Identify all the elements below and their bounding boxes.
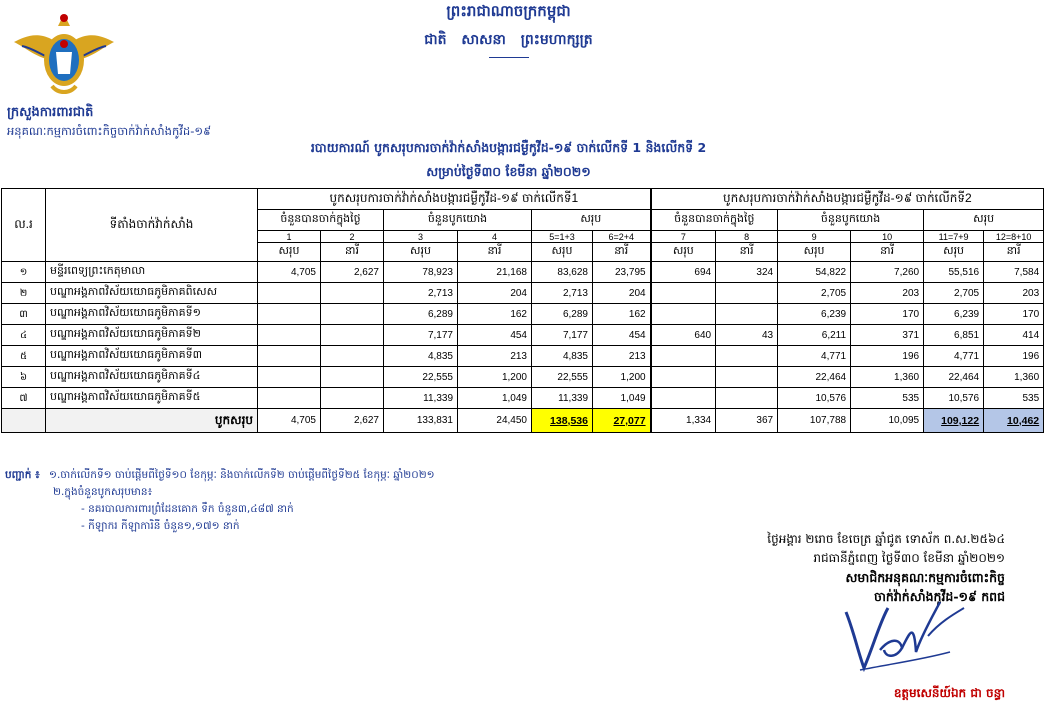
handwritten-signature-icon [840, 592, 970, 674]
row-value: 4,771 [778, 346, 851, 367]
row-value [716, 304, 778, 325]
row-value: 7,177 [384, 325, 458, 346]
row-value: 7,260 [851, 262, 924, 283]
note-line-1: ១.ចាក់លើកទី១ ចាប់ផ្តើមពីថ្ងៃទី១០ ខែកុម្ភៈ និងចាក់លើកទី២ ចាប់ផ្តើមពីថ្ងៃទី២៥ ខែកុម្ភៈ ឆ្នាំ២០២១ [49, 469, 435, 481]
row-value: 22,555 [532, 367, 593, 388]
row-value: 6,289 [532, 304, 593, 325]
row-value: 78,923 [384, 262, 458, 283]
row-value: 6,851 [924, 325, 984, 346]
row-value [321, 367, 384, 388]
row-value: 2,705 [778, 283, 851, 304]
col-number: 1 [258, 231, 321, 243]
row-value: 203 [984, 283, 1044, 304]
sub-daily-1: ចំនួនបានចាក់ក្នុងថ្ងៃ [258, 210, 384, 231]
row-number: ៧ [2, 388, 46, 409]
row-value: 162 [458, 304, 532, 325]
note-line-2: ២.ក្នុងចំនួនបូកសរុបមាន៖ [53, 486, 153, 498]
row-number: ៣ [2, 304, 46, 325]
ornament-divider [489, 57, 529, 58]
col-number: 2 [321, 231, 384, 243]
row-value: 170 [851, 304, 924, 325]
total-cell: 107,788 [778, 409, 851, 433]
grand-total-label: បូកសរុប [46, 409, 258, 433]
col-number: 4 [458, 231, 532, 243]
report-title: របាយការណ៍ បូកសរុបការចាក់វ៉ាក់សាំងបង្ការជម្ងឺកូវីដ-១៩ ចាក់លើកទី 1 និងលើកទី 2 [310, 140, 707, 155]
row-value [321, 325, 384, 346]
row-value [651, 388, 716, 409]
place-date: រាជធានីភ្នំពេញ ថ្ងៃទី៣០ ខែមីនា ឆ្នាំ២០២១ [813, 551, 1005, 565]
report-date: សម្រាប់ថ្ងៃទី៣០ ខែមីនា ឆ្នាំ២០២១ [426, 164, 591, 179]
row-value [651, 346, 716, 367]
row-value: 1,200 [458, 367, 532, 388]
row-number: ៦ [2, 367, 46, 388]
row-value [321, 283, 384, 304]
row-value: 1,360 [984, 367, 1044, 388]
row-value: 1,049 [458, 388, 532, 409]
row-value: 83,628 [532, 262, 593, 283]
row-value [716, 388, 778, 409]
row-value: 324 [716, 262, 778, 283]
row-value: 162 [593, 304, 651, 325]
group2-header: បូកសរុបការចាក់វ៉ាក់សាំងបង្ការជម្ងឺកូវីដ-១៩ ចាក់លើកទី2 [651, 189, 1044, 210]
row-value: 535 [984, 388, 1044, 409]
row-value: 213 [458, 346, 532, 367]
row-value: 203 [851, 283, 924, 304]
row-value: 6,239 [924, 304, 984, 325]
col-female: នារី [321, 243, 384, 262]
row-value: 4,705 [258, 262, 321, 283]
row-value: 2,627 [321, 262, 384, 283]
committee-name: អនុគណៈកម្មការចំពោះកិច្ចចាក់វ៉ាក់សាំងកូវីដ-១៩ [7, 124, 212, 138]
col-number: 8 [716, 231, 778, 243]
row-number: ២ [2, 283, 46, 304]
row-number: ១ [2, 262, 46, 283]
col-total: សរុប [924, 243, 984, 262]
vaccination-table [1, 188, 1044, 433]
row-value [716, 367, 778, 388]
col-female: នារី [458, 243, 532, 262]
national-motto: ជាតិ សាសនា ព្រះមហាក្សត្រ [424, 32, 593, 48]
col-total: សរុប [778, 243, 851, 262]
row-value: 7,584 [984, 262, 1044, 283]
sub-cumulative-2: ចំនួនបូកយោង [778, 210, 924, 231]
row-value: 22,464 [924, 367, 984, 388]
row-site: បណ្ឌាអង្គភាពវិស័យយោធភូមិភាគពិសេស [46, 283, 258, 304]
col-total: សរុប [384, 243, 458, 262]
row-value: 55,516 [924, 262, 984, 283]
row-value [716, 346, 778, 367]
signer-name: ឧត្តមសេនីយ៍ឯក ជា ចន្ធា [893, 686, 1005, 700]
row-value [258, 325, 321, 346]
col-female: នារី [593, 243, 651, 262]
highlight-female-dose1: 27,077 [593, 409, 651, 433]
col-number: 11=7+9 [924, 231, 984, 243]
table-row [2, 304, 1044, 325]
row-value: 7,177 [532, 325, 593, 346]
note-line-3: - នគរបាលការពារព្រំដែនគោក ទឹក ចំនួន៣,៤៨៧ នាក់ [81, 503, 294, 515]
ministry-emblem-icon [12, 8, 116, 100]
total-cell: 1,334 [651, 409, 716, 433]
row-value: 4,835 [384, 346, 458, 367]
row-value: 23,795 [593, 262, 651, 283]
kingdom-title: ព្រះរាជាណាចក្រកម្ពុជា [446, 2, 571, 20]
signer-role-1: សមាជិកអនុគណៈកម្មការចំពោះកិច្ច [845, 570, 1005, 585]
row-site: បណ្ឌាអង្គភាពវិស័យយោធភូមិភាគទី២ [46, 325, 258, 346]
sub-cumulative-1: ចំនួនបូកយោង [384, 210, 532, 231]
col-female: នារី [851, 243, 924, 262]
kingdom-header [0, 2, 1017, 58]
table-row [2, 325, 1044, 346]
row-site: បណ្ឌាអង្គភាពវិស័យយោធភូមិភាគទី៣ [46, 346, 258, 367]
row-value: 371 [851, 325, 924, 346]
row-value: 22,464 [778, 367, 851, 388]
total-cell: 4,705 [258, 409, 321, 433]
row-value: 4,771 [924, 346, 984, 367]
row-value: 54,822 [778, 262, 851, 283]
col-female: នារី [984, 243, 1044, 262]
notes [5, 467, 435, 535]
row-value: 196 [851, 346, 924, 367]
col-total: សរុប [258, 243, 321, 262]
row-number: ៤ [2, 325, 46, 346]
row-value: 10,576 [778, 388, 851, 409]
row-value [321, 346, 384, 367]
total-cell: 10,095 [851, 409, 924, 433]
notes-lead: បញ្ជាក់ ៖ [5, 469, 40, 481]
col-total: សរុប [532, 243, 593, 262]
row-value: 414 [984, 325, 1044, 346]
row-value [321, 388, 384, 409]
row-value: 11,339 [384, 388, 458, 409]
row-value: 1,049 [593, 388, 651, 409]
row-value [258, 367, 321, 388]
row-value: 2,713 [532, 283, 593, 304]
row-value: 454 [593, 325, 651, 346]
col-number: 12=8+10 [984, 231, 1044, 243]
highlight-female-dose2: 10,462 [984, 409, 1044, 433]
group1-header: បូកសរុបការចាក់វ៉ាក់សាំងបង្ការជម្ងឺកូវីដ-១៩ ចាក់លើកទី1 [258, 189, 651, 210]
row-value [321, 304, 384, 325]
total-cell: 367 [716, 409, 778, 433]
col-number: 5=1+3 [532, 231, 593, 243]
row-value: 4,835 [532, 346, 593, 367]
row-value: 43 [716, 325, 778, 346]
signer-role-2: ចាក់វ៉ាក់សាំងកូវីដ-១៩ កពជ [874, 589, 1005, 604]
sub-total-1: សរុប [532, 210, 651, 231]
highlight-total-dose1: 138,536 [532, 409, 593, 433]
col-site-header: ទីតាំងចាក់វ៉ាក់សាំង [46, 189, 258, 262]
row-value: 694 [651, 262, 716, 283]
sub-daily-2: ចំនួនបានចាក់ក្នុងថ្ងៃ [651, 210, 778, 231]
row-value: 22,555 [384, 367, 458, 388]
sub-total-2: សរុប [924, 210, 1044, 231]
col-number: 6=2+4 [593, 231, 651, 243]
note-line-4: - កីឡាករ កីឡាការិនី ចំនួន១,១៧១ នាក់ [81, 520, 240, 532]
row-value [651, 367, 716, 388]
row-number: ៥ [2, 346, 46, 367]
row-value [651, 283, 716, 304]
row-value: 11,339 [532, 388, 593, 409]
row-value: 6,289 [384, 304, 458, 325]
col-number: 9 [778, 231, 851, 243]
row-value [258, 283, 321, 304]
col-female: នារី [716, 243, 778, 262]
row-value: 196 [984, 346, 1044, 367]
row-value [651, 304, 716, 325]
row-value: 1,200 [593, 367, 651, 388]
table-row [2, 367, 1044, 388]
row-value: 204 [593, 283, 651, 304]
row-value: 640 [651, 325, 716, 346]
table-row [2, 262, 1044, 283]
row-value: 213 [593, 346, 651, 367]
col-total: សរុប [651, 243, 716, 262]
total-cell: 133,831 [384, 409, 458, 433]
col-number: 3 [384, 231, 458, 243]
row-value [716, 283, 778, 304]
total-cell: 24,450 [458, 409, 532, 433]
row-value: 2,705 [924, 283, 984, 304]
row-site: បណ្ឌាអង្គភាពវិស័យយោធភូមិភាគទី៤ [46, 367, 258, 388]
row-value: 454 [458, 325, 532, 346]
total-cell: 2,627 [321, 409, 384, 433]
row-value: 6,239 [778, 304, 851, 325]
row-value: 2,713 [384, 283, 458, 304]
table-row [2, 283, 1044, 304]
row-value: 535 [851, 388, 924, 409]
row-value: 170 [984, 304, 1044, 325]
col-number: 10 [851, 231, 924, 243]
row-value [258, 304, 321, 325]
col-no-header: ល.រ [2, 189, 46, 262]
lunar-date: ថ្ងៃអង្គារ ២រោច ខែចេត្រ ឆ្នាំជូត ទោស័ក ព.ស.២៥៦៤ [767, 532, 1005, 546]
row-value: 204 [458, 283, 532, 304]
row-value: 1,360 [851, 367, 924, 388]
grand-total-row [2, 409, 1044, 433]
table-row [2, 346, 1044, 367]
row-site: បណ្ឌាអង្គភាពវិស័យយោធភូមិភាគទី១ [46, 304, 258, 325]
row-value: 10,576 [924, 388, 984, 409]
row-site: បណ្ឌាអង្គភាពវិស័យយោធភូមិភាគទី៥ [46, 388, 258, 409]
col-number: 7 [651, 231, 716, 243]
row-value [258, 388, 321, 409]
table-row [2, 388, 1044, 409]
row-value: 21,168 [458, 262, 532, 283]
row-value: 6,211 [778, 325, 851, 346]
ministry-name: ក្រសួងការពារជាតិ [7, 105, 94, 120]
row-value [258, 346, 321, 367]
highlight-total-dose2: 109,122 [924, 409, 984, 433]
row-site: មន្ទីរពេទ្យព្រះកេតុមាលា [46, 262, 258, 283]
